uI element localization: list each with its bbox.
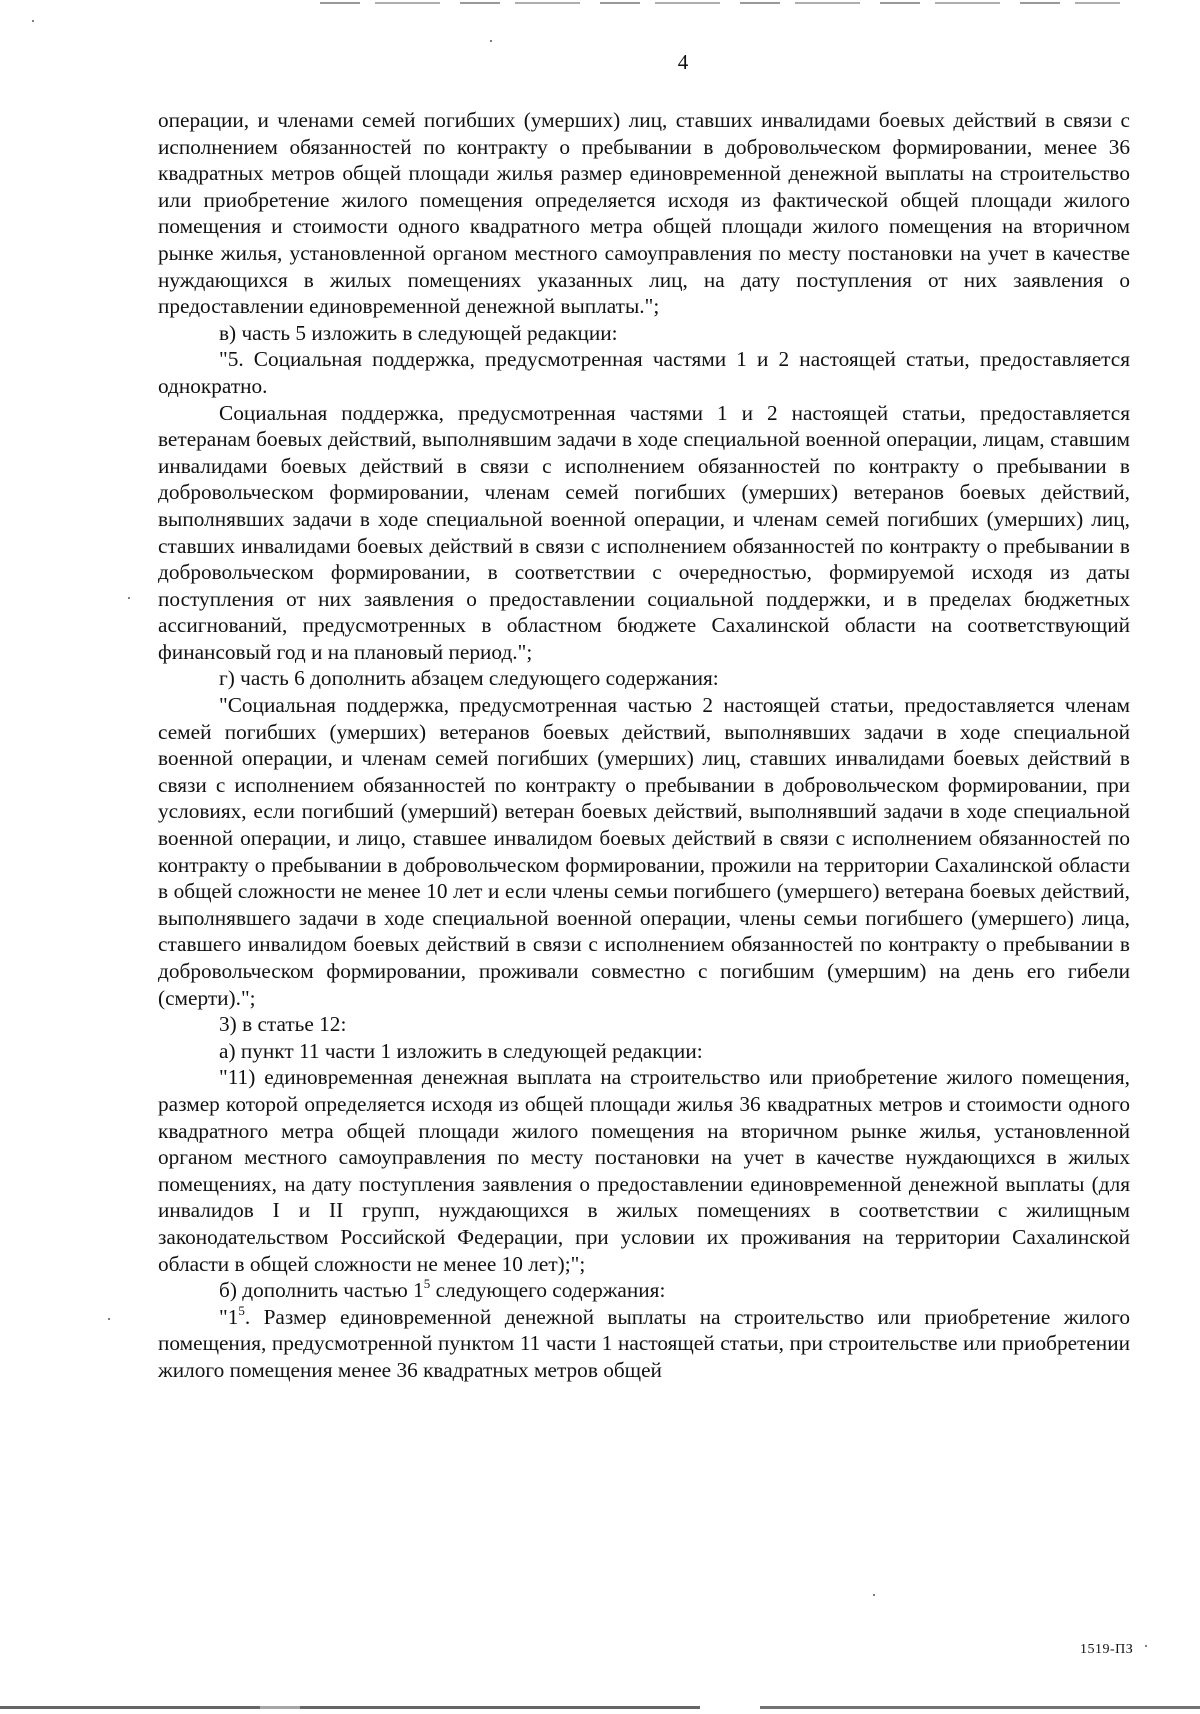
document-code: 1519-ПЗ [1080, 1642, 1134, 1657]
paragraph-text: "1 [219, 1304, 239, 1329]
paragraph-with-superscript [158, 1277, 1130, 1304]
scan-speck [490, 40, 492, 42]
paragraph: г) часть 6 дополнить абзацем следующего содержания: [219, 666, 719, 691]
document-body [158, 107, 1130, 1384]
paragraph-text: . Размер единовременной денежной выплаты на строительство или приобретение жилого помещения, предусмотренной пунктом 11 части 1 настоящей статьи, при строительстве или приобретении жилого помещения менее 36 квадратных метров общей [158, 1304, 1130, 1382]
scan-speck [128, 597, 130, 599]
scan-speck [108, 1318, 110, 1320]
paragraph: "Социальная поддержка, предусмотренная частью 2 настоящей статьи, предоставляется членам семей погибших (умерших) ветеранов боевых действий, выполнявших задачи в ходе специальной военной операции, и членам семей погибших (умерших) лиц, ставших инвалидами боевых действий в связи с исполнением обязанностей по контракту о пребывании в добровольческом формировании, при условиях, если погибший (умерший) ветеран боевых действий, выполнявший задачи в ходе специальной военной операции, и лицо, ставшее инвалидом боевых действий в связи с исполнением обязанностей по контракту о пребывании в добровольческом формировании, прожили на территории Сахалинской области в общей сложности не менее 10 лет и если члены семьи погибшего (умершего) ветерана боевых действий, выполнявшего задачи в ходе специальной военной операции, члены семьи погибшего (умершего) лица, ставшего инвалидом боевых действий в связи с исполнением обязанностей по контракту о пребывании в добровольческом формировании, проживали совместно с погибшим (умершим) на день его гибели (смерти)."; [158, 693, 1130, 1010]
paragraph-text: б) дополнить частью 1 [219, 1278, 424, 1303]
page-number: 4 [677, 50, 689, 74]
scan-speck [873, 1594, 875, 1596]
paragraph: Социальная поддержка, предусмотренная частями 1 и 2 настоящей статьи, предоставляется ветеранам боевых действий, выполнявшим задачи в ходе специальной военной операции, лицам, ставшим инвалидами боевых действий в связи с исполнением обязанностей по контракту о пребывании в добровольческом формировании, членам семей погибших (умерших) ветеранов боевых действий, выполнявших задачи в ходе специальной военной операции, и членам семей погибших (умерших) лиц, ставших инвалидами боевых действий в связи с исполнением обязанностей по контракту о пребывании в добровольческом формировании, в соответствии с очередностью, формируемой исходя из даты поступления от них заявления о предоставлении социальной поддержки, и в пределах бюджетных ассигнований, предусмотренных в областном бюджете Сахалинской области на соответствующий финансовый год и на плановый период."; [158, 400, 1130, 664]
paragraph: "11) единовременная денежная выплата на строительство или приобретение жилого помещения, размер которой определяется исходя из общей площади жилья 36 квадратных метров и стоимости одного квадратного метра общей площади жилого помещения на вторичном рынке жилья, установленной органом местного самоуправления по месту постановки на учет в качестве нуждающихся в жилых помещениях, на дату поступления заявления о предоставлении единовременной денежной выплаты (для инвалидов I и II групп, нуждающихся в жилых помещениях в соответствии с жилищным законодательством Российской Федерации, при условии их проживания на территории Сахалинской области в общей сложности не менее 10 лет);"; [158, 1065, 1130, 1276]
superscript: 5 [423, 1276, 431, 1292]
scan-speck [32, 20, 34, 22]
paragraph-with-superscript [158, 1304, 1130, 1384]
paragraph: 3) в статье 12: [219, 1012, 347, 1037]
scan-artifact-top [320, 2, 1120, 4]
paragraph: операции, и членами семей погибших (умерших) лиц, ставших инвалидами боевых действий в связи с исполнением обязанностей по контракту о пребывании в добровольческом формировании, менее 36 квадратных метров общей площади жилья размер единовременной денежной выплаты на строительство или приобретение жилого помещения определяется исходя из фактической общей площади жилого помещения и стоимости одного квадратного метра общей площади жилого помещения на вторичном рынке жилья, установленной органом местного самоуправления по месту постановки на учет в качестве нуждающихся в жилых помещениях указанных лиц, на дату поступления от них заявления о предоставлении единовременной денежной выплаты."; [158, 108, 1130, 319]
scan-artifact-bottom [0, 1706, 1200, 1709]
superscript: 5 [238, 1302, 245, 1318]
paragraph: в) часть 5 изложить в следующей редакции: [219, 320, 618, 345]
paragraph: а) пункт 11 части 1 изложить в следующей редакции: [219, 1038, 703, 1063]
scan-speck [1145, 1645, 1147, 1647]
paragraph-text: следующего содержания: [430, 1278, 666, 1303]
paragraph: "5. Социальная поддержка, предусмотренная частями 1 и 2 настоящей статьи, предоставляется однократно. [158, 347, 1130, 398]
